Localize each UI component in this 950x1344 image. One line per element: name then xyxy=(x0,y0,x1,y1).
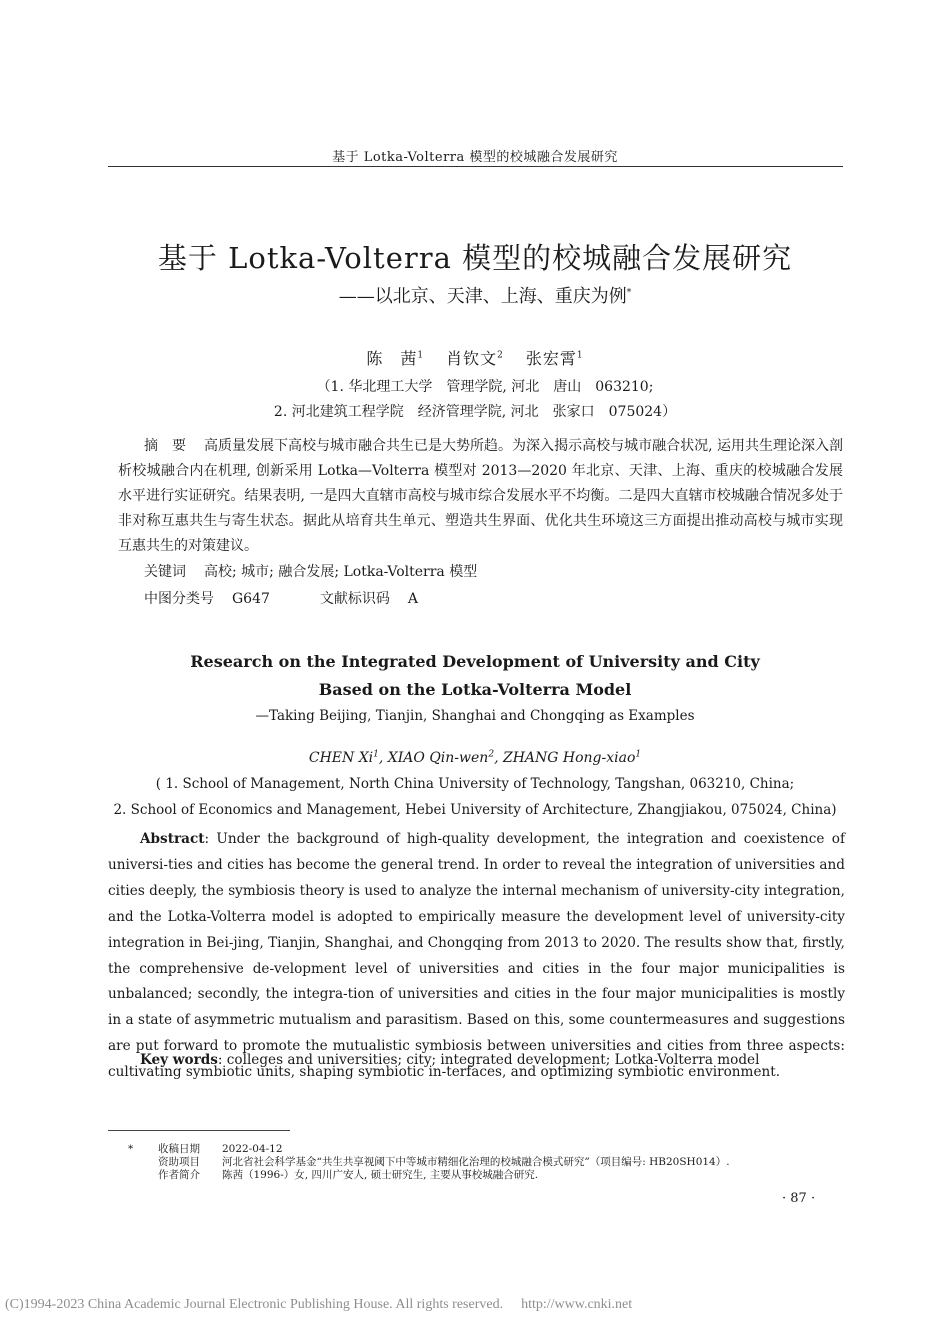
author-chen-affil: 1 xyxy=(417,350,425,361)
author-xiao-affil: 2 xyxy=(497,350,504,361)
doc-code-label: 文献标识码 xyxy=(319,591,390,607)
affiliation-en-1: ( 1. School of Management, North China University of Technology, Tangshan, 063210, China; xyxy=(155,776,795,792)
footnote-rule xyxy=(108,1130,290,1131)
classification-code: G647 xyxy=(232,591,270,607)
abstract-english: Abstract: Under the background of high-quality development, the integration and coexistence of universi-ties and cities has become the general trend. In order to reveal the integration of universities and cities deeply, the symbiosis theory is used to analyze the internal mechanism of university-city integration, and the Lotka-Volterra model is adopted to empirically measure the development level of university-city integration in Bei-jing, Tianjin, Shanghai, and Chongqing from 2013 to 2020. The results show that, firstly, the comprehensive de-velopment level of universities and cities in the four major municipalities is unbalanced; secondly, the integra-tion of universities and cities in the four major municipalities is mostly in a state of asymmetric mutualism and parasitism. Based on this, some countermeasures and suggestions are put forward to promote the mutualistic symbiosis between universities and cities from three aspects: cultivating symbiotic units, shaping symbiotic in-terfaces, and optimizing symbiotic environment. xyxy=(108,831,845,1081)
title-chinese: 基于 Lotka-Volterra 模型的校城融合发展研究 xyxy=(157,241,793,275)
cnki-link[interactable]: http://www.cnki.net xyxy=(521,1297,633,1312)
classification-label: 中图分类号 xyxy=(144,591,214,607)
fund-text: 河北省社会科学基金“共生共享视阈下中等城市精细化治理的校城融合模式研究”（项目编号: HB20SH014）. xyxy=(222,1156,730,1168)
copyright-line xyxy=(5,1297,945,1313)
abstract-chinese xyxy=(118,434,843,559)
received-label: 收稿日期 xyxy=(158,1143,200,1155)
authors-chinese xyxy=(0,346,950,369)
page-number: · 87 · xyxy=(782,1191,816,1206)
fund-label: 资助项目 xyxy=(158,1156,200,1168)
author-en-zhang-affil: 1 xyxy=(635,749,642,760)
author-chen: 陈 茜 xyxy=(366,349,418,368)
keywords-english: Key words: colleges and universities; city; integrated development; Lotka-Volterra model xyxy=(140,1052,760,1068)
author-zhang: 张宏霄 xyxy=(525,349,577,368)
author-bio-text: 陈茜（1996-）女, 四川广安人, 硕士研究生, 主要从事校城融合研究. xyxy=(222,1169,539,1181)
abstract-en-label: Abstract xyxy=(140,831,205,847)
footnotes xyxy=(128,1143,730,1182)
classification-line xyxy=(144,588,418,608)
author-en-chen: CHEN Xi xyxy=(308,750,374,766)
footnote-fund xyxy=(128,1156,730,1169)
doc-code: A xyxy=(407,591,419,607)
header-rule xyxy=(108,166,843,167)
keywords-en-text: colleges and universities; city; integrated development; Lotka-Volterra model xyxy=(226,1052,760,1068)
authors-english: CHEN Xi$^1$, XIAO Qin-wen$^2$, ZHANG Hong-xiao$^1$ xyxy=(308,749,642,766)
author-en-xiao: XIAO Qin-wen xyxy=(387,750,489,766)
author-en-chen-affil: 1 xyxy=(373,749,379,760)
running-head: 基于 Lotka-Volterra 模型的校城融合发展研究 xyxy=(332,150,618,165)
abstract-cn-text: 高质量发展下高校与城市融合共生已是大势所趋。为深入揭示高校与城市融合状况, 运用共生理论深入剖析校城融合内在机理, 创新采用 Lotka—Volterra 模型对 2013—2020 年北京、天津、上海、重庆的校城融合发展水平进行实证研究。结果表明, 一是四大直辖市高校与城市综合发展水平不均衡。二是四大直辖市校城融合情况多处于非对称互惠共生与寄生状态。据此从培育共生单元、塑造共生界面、优化共生环境这三方面提出推动高校与城市实现互惠共生的对策建议。 xyxy=(118,438,844,554)
author-zhang-affil: 1 xyxy=(576,350,584,361)
keywords-en-label: Key words xyxy=(140,1052,218,1068)
author-xiao: 肖钦文 xyxy=(446,349,498,368)
footnote-received xyxy=(128,1143,730,1156)
footnote-author xyxy=(128,1169,730,1182)
subtitle-footnote-mark: * xyxy=(626,288,632,298)
author-bio-label: 作者简介 xyxy=(158,1169,200,1181)
subtitle-english: —Taking Beijing, Tianjin, Shanghai and Chongqing as Examples xyxy=(255,708,695,724)
subtitle-chinese-text: ——以北京、天津、上海、重庆为例 xyxy=(338,286,627,307)
author-en-xiao-affil: 2 xyxy=(488,749,495,760)
title-english-line1: Research on the Integrated Development of University and City xyxy=(190,652,760,671)
affiliation-cn-2: 2. 河北建筑工程学院 经济管理学院, 河北 张家口 075024） xyxy=(273,404,677,420)
affiliation-cn-1: （1. 华北理工大学 管理学院, 河北 唐山 063210; xyxy=(316,379,654,395)
keywords-chinese xyxy=(144,561,477,581)
keywords-cn-text: 高校; 城市; 融合发展; Lotka-Volterra 模型 xyxy=(204,564,478,580)
author-en-zhang: ZHANG Hong-xiao xyxy=(502,750,636,766)
subtitle-chinese xyxy=(0,282,950,308)
keywords-cn-label: 关键词 xyxy=(144,564,186,580)
abstract-en-text: Under the background of high-quality development, the integration and coexistence of universi-ties and cities has become the general trend. In order to reveal the integration of universities and cities deeply, the symbiosis theory is used to analyze the internal mechanism of university-city integration, and the Lotka-Volterra model is adopted to empirically measure the development level of university-city integration in Bei-jing, Tianjin, Shanghai, and Chongqing from 2013 to 2020. The results show that, firstly, the comprehensive de-velopment level of universities and cities in the four major municipalities is unbalanced; secondly, the integra-tion of universities and cities in the four major municipalities is mostly in a state of asymmetric mutualism and parasitism. Based on this, some countermeasures and suggestions are put forward to promote the mutualistic symbiosis between universities and cities from three aspects: cultivating symbiotic units, shaping symbiotic in-terfaces, and optimizing symbiotic environment. xyxy=(108,831,845,1081)
received-date: 2022-04-12 xyxy=(222,1143,283,1155)
title-english-line2: Based on the Lotka-Volterra Model xyxy=(318,680,632,699)
copyright-text: (C)1994-2023 China Academic Journal Electronic Publishing House. All rights reserved. xyxy=(5,1297,504,1312)
abstract-cn-label: 摘 要 xyxy=(144,438,187,454)
affiliation-en-2: 2. School of Economics and Management, Hebei University of Architecture, Zhangjiakou, 075024, China) xyxy=(113,802,837,818)
footnote-mark: * xyxy=(128,1143,134,1155)
